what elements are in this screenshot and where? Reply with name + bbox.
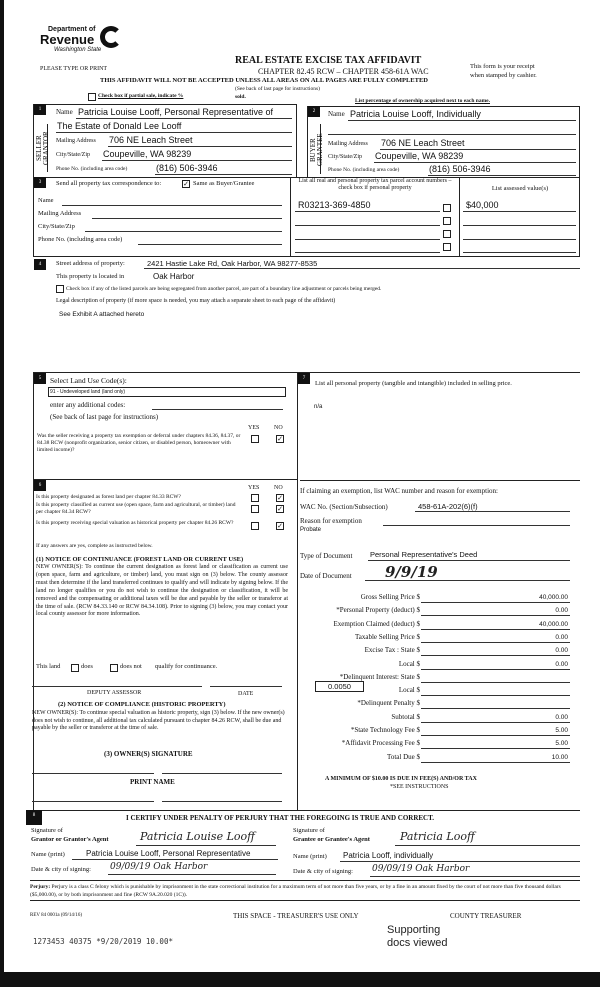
receipt-line2: when stamped by cashier. <box>470 72 537 79</box>
section-8-topline <box>33 810 580 811</box>
supporting-docs-line2: docs viewed <box>387 937 448 949</box>
yes-header: YES <box>248 425 260 431</box>
grantee-date-city[interactable]: 09/09/19 Oak Harbor <box>372 864 470 874</box>
grantor-date-label: Date & city of signing: <box>31 866 91 873</box>
parcel-header: List all real and personal property tax parcel account numbers – check box if personal property <box>298 178 452 191</box>
scan-bottom-edge <box>0 972 600 987</box>
percentage-note: List percentage of ownership acquired next to each name. <box>355 98 490 104</box>
deputy-assessor-label: DEPUTY ASSESSOR <box>87 690 142 696</box>
notice-compliance-title: (2) NOTICE OF COMPLIANCE (HISTORIC PROPERTY) <box>58 701 226 708</box>
perjury-topline <box>30 880 580 881</box>
section-2-badge: 2 <box>308 106 320 117</box>
buyer-address[interactable]: 706 NE Leach Street <box>381 138 465 148</box>
amount-label: Gross Selling Price $ <box>360 593 420 601</box>
land-use-see-back: (See back of last page for instructions) <box>50 413 159 421</box>
historic-no-checkbox[interactable]: ✓ <box>277 522 283 530</box>
located-label: This property is located in <box>56 273 125 280</box>
forest-no-checkbox[interactable]: ✓ <box>277 494 283 502</box>
amount-value[interactable]: 40,000.00 <box>539 620 568 628</box>
seller-phone[interactable]: (816) 506-3946 <box>156 163 218 173</box>
does-label: does <box>81 663 93 670</box>
grantor-sig-of: Signature of <box>31 827 63 834</box>
grantor-signature[interactable]: Patricia Louise Looff <box>140 830 255 843</box>
perjury-label: Perjury: <box>30 884 51 890</box>
amount-label: *Delinquent Interest: State $ <box>339 672 420 681</box>
seller-city-label: City/State/Zip <box>56 152 90 158</box>
amount-value[interactable]: 5.00 <box>555 740 568 748</box>
legal-description[interactable]: See Exhibit A attached hereto <box>59 311 145 318</box>
same-as-buyer-checkbox[interactable]: ✓ <box>183 180 189 188</box>
grantor-date-city[interactable]: 09/09/19 Oak Harbor <box>110 862 208 872</box>
see-back: (See back of last page for instructions) <box>235 86 320 92</box>
amount-label: *Delinquent Penalty $ <box>357 699 420 708</box>
seller-phone-label: Phone No. (including area code) <box>56 166 128 172</box>
type-or-print: PLEASE TYPE OR PRINT <box>40 66 108 72</box>
supporting-docs-line1: Supporting <box>387 924 441 936</box>
personal-property-checkbox-4[interactable] <box>443 243 451 251</box>
notice-continuance-title: (1) NOTICE OF CONTINUANCE (FOREST LAND OR CURRENT USE) <box>36 556 244 563</box>
amount-label: Subtotal $ <box>391 712 420 721</box>
left-border <box>33 372 34 810</box>
exemption-label: If claiming an exemption, list WAC number and reason for exemption: <box>300 487 498 495</box>
parcel-number-1[interactable]: R03213-369-4850 <box>298 200 371 210</box>
personal-property-checkbox-3[interactable] <box>443 230 451 238</box>
grantor-agent-label: Grantor or Grantor's Agent <box>31 836 109 843</box>
logo <box>40 26 101 54</box>
buyer-phone[interactable]: (816) 506-3946 <box>429 164 491 174</box>
if-yes-note: If any answers are yes, complete as instructed below. <box>36 543 153 549</box>
doc-type[interactable]: Personal Representative's Deed <box>370 550 478 559</box>
section-6-topline <box>33 479 297 480</box>
segregated-checkbox[interactable] <box>56 285 64 293</box>
grantee-agent-label: Grantee or Grantee's Agent <box>293 836 370 843</box>
certify-statement: I CERTIFY UNDER PENALTY OF PERJURY THAT THE FOREGOING IS TRUE AND CORRECT. <box>126 814 435 822</box>
logo-line3: Washington State <box>54 47 102 53</box>
this-land-label: This land <box>36 663 61 670</box>
corr-name-label: Name <box>38 197 54 204</box>
assessed-value-1[interactable]: $40,000 <box>466 200 499 210</box>
date-label: DATE <box>238 691 254 697</box>
grantee-signature[interactable]: Patricia Looff <box>400 830 475 843</box>
partial-sale-label: Check box if partial sale, indicate % <box>98 93 184 99</box>
historic-yes-checkbox[interactable] <box>251 522 259 530</box>
buyer-label: BUYER <box>309 138 317 162</box>
land-use-select[interactable]: 91 - Undeveloped land (land only) <box>48 387 286 397</box>
print-name-label: PRINT NAME <box>130 778 175 786</box>
section-7-badge: 7 <box>298 373 310 384</box>
section-4-badge: 4 <box>34 259 46 270</box>
partial-sale-checkbox[interactable] <box>88 93 96 101</box>
does-checkbox[interactable] <box>71 664 79 672</box>
qualify-label: qualify for continuance. <box>155 663 218 670</box>
seller-city[interactable]: Coupeville, WA 98239 <box>103 149 192 159</box>
center-divider <box>297 372 298 810</box>
seller-address-label: Mailing Address <box>56 138 96 144</box>
buyer-city[interactable]: Coupeville, WA 98239 <box>375 151 464 161</box>
amount-value[interactable]: 10.00 <box>551 753 568 761</box>
owner-signature-label: (3) OWNER(S) SIGNATURE <box>104 750 193 758</box>
see-instructions: *SEE INSTRUCTIONS <box>390 784 449 790</box>
street-label: Street address of property: <box>56 260 125 267</box>
grantor-print-name[interactable]: Patricia Louise Looff, Personal Representative <box>86 849 251 858</box>
chapter: CHAPTER 82.45 RCW – CHAPTER 458-61A WAC <box>258 67 429 76</box>
receipt-line1: This form is your receipt <box>470 63 535 70</box>
street-address[interactable]: 2421 Hastie Lake Rd, Oak Harbor, WA 98277-8535 <box>147 259 318 268</box>
form-revision: REV 84 0001a (09/14/16) <box>30 913 82 918</box>
warning: THIS AFFIDAVIT WILL NOT BE ACCEPTED UNLESS ALL AREAS ON ALL PAGES ARE FULLY COMPLETED <box>100 77 428 84</box>
amount-label: Local $ <box>398 659 420 668</box>
amount-label: Total Due $ <box>387 752 420 761</box>
buyer-name-label: Name <box>328 110 345 118</box>
personal-property-checkbox-2[interactable] <box>443 217 451 225</box>
local-rate-box[interactable]: 0.0050 <box>315 681 364 692</box>
county-treasurer-label: COUNTY TREASURER <box>450 912 522 920</box>
does-not-label: does not <box>120 663 142 670</box>
seller-name-label: Name <box>56 108 73 116</box>
amount-label: *Affidavit Processing Fee $ <box>341 739 420 748</box>
minimum-notice: A MINIMUM OF $10.00 IS DUE IN FEE(S) AND/OR TAX <box>325 776 477 782</box>
grantor-label: GRANTOR <box>42 131 50 165</box>
wac-number[interactable]: 458-61A-202(6)(f) <box>418 502 478 511</box>
section-8-badge: 8 <box>26 810 42 825</box>
historic-question: Is this property receiving special valuation as historical property per chapter 84.26 RCW? <box>36 520 234 526</box>
exemption-yes-checkbox[interactable] <box>251 435 259 443</box>
amount-value[interactable]: 0.00 <box>555 713 568 721</box>
grantee-name-label: Name (print) <box>293 853 327 860</box>
legal-label: Legal description of property (if more space is needed, you may attach a separate sheet to each page of the affidavit) <box>56 298 336 304</box>
does-not-checkbox[interactable] <box>110 664 118 672</box>
located-city[interactable]: Oak Harbor <box>153 272 195 281</box>
grantor-name-label: Name (print) <box>31 851 65 858</box>
divider <box>290 177 291 257</box>
current-use-no-checkbox[interactable]: ✓ <box>277 505 283 513</box>
forest-yes-checkbox[interactable] <box>251 494 259 502</box>
current-use-yes-checkbox[interactable] <box>251 505 259 513</box>
logo-swirl-icon <box>100 26 122 48</box>
exemption-topline <box>300 480 580 481</box>
amount-value[interactable]: 0.00 <box>555 607 568 615</box>
doc-type-label: Type of Document <box>300 552 353 560</box>
grantee-label: GRANTEE <box>316 133 324 167</box>
buyer-phone-label: Phone No. (including area code) <box>328 167 400 173</box>
doc-date[interactable]: 9/9/19 <box>385 563 438 581</box>
section-6-badge: 6 <box>34 480 46 491</box>
amount-label: Exemption Claimed (deduct) $ <box>333 619 420 628</box>
wac-label: WAC No. (Section/Subsection) <box>300 503 388 511</box>
form-title: REAL ESTATE EXCISE TAX AFFIDAVIT <box>235 55 422 66</box>
forest-question: Is this property designated as forest land per chapter 84.33 RCW? <box>36 494 181 500</box>
personal-property-label: List all personal property (tangible and intangible) included in selling price. <box>315 380 512 387</box>
cashier-stamp: 1273453 40375 *9/20/2019 10.00* <box>33 937 173 946</box>
section-3-badge: 3 <box>34 177 46 188</box>
section-1-badge: 1 <box>34 104 46 115</box>
amount-label: *Personal Property (deduct) $ <box>336 606 420 615</box>
divider <box>459 177 460 257</box>
seller-name-2[interactable]: The Estate of Donald Lee Looff <box>57 121 182 131</box>
amount-value[interactable]: 0.00 <box>555 633 568 641</box>
perjury-notice <box>30 883 580 901</box>
reason-label: Reason for exemption <box>300 517 362 525</box>
personal-property-value[interactable]: n/a <box>314 404 323 410</box>
notice-continuance-text: NEW OWNER(S): To continue the current designation as forest land or classification as current use (open space, farm and agriculture, or timber) land, you must sign on (3) below. The county assessor must then determine if the land transferred continues to qualify and will indicate by signing below. If the land no longer qualifies or you do not wish to continue the designation or classification, it will be removed and the compensating or additional taxes will be due and payable by the seller or transferor at the time of sale. (RCW 84.33.140 or RCW 84.34.108). Prior to signing (3) below, you may contact your local county assessor for more information. <box>36 564 288 618</box>
grantee-date-label: Date & city of signing: <box>293 868 353 875</box>
no-header: NO <box>274 425 283 431</box>
exemption-no-checkbox[interactable]: ✓ <box>277 435 283 443</box>
logo-line1: Department of <box>48 26 96 33</box>
no-header-6: NO <box>274 485 283 491</box>
assessed-header: List assessed value(s) <box>491 185 549 192</box>
seller-name-1[interactable]: Patricia Louise Looff, Personal Representative of <box>78 107 273 117</box>
corr-phone-label: Phone No. (including area code) <box>38 236 123 243</box>
seller-side-text <box>36 126 50 170</box>
personal-property-checkbox-1[interactable] <box>443 204 451 212</box>
treasurer-use-label: THIS SPACE - TREASURER'S USE ONLY <box>233 912 359 920</box>
buyer-side-text <box>310 128 324 172</box>
sold-label: sold. <box>235 94 246 100</box>
amount-label: *State Technology Fee $ <box>350 726 420 734</box>
same-as-buyer-label: Same as Buyer/Grantee <box>193 180 255 187</box>
land-use-label: Select Land Use Code(s): <box>50 376 127 385</box>
amount-label: Taxable Selling Price $ <box>354 632 420 641</box>
amount-value[interactable]: 5.00 <box>555 727 568 734</box>
send-to-label: Send all property tax correspondence to: <box>56 180 162 187</box>
logo-line2: Revenue <box>40 32 95 47</box>
grantee-sig-of: Signature of <box>293 827 325 834</box>
corr-city-label: City/State/Zip <box>38 223 75 230</box>
notice-compliance-text: NEW OWNER(S): To continue special valuation as historic property, sign (3) below. If the new owner(s) does not wish to continue, all additional tax calculated pursuant to chapter 84.26 RCW, shall be due and payable by the seller or transferor at the time of sale. <box>32 710 285 731</box>
segregated-label: Check box if any of the listed parcels are being segregated from another parcel, are part of a boundary line adjustment or parcels being merged. <box>66 286 382 292</box>
grantee-print-name[interactable]: Patricia Looff, individually <box>343 851 434 860</box>
amount-value[interactable]: 0.00 <box>555 647 568 655</box>
corr-address-label: Mailing Address <box>38 210 82 217</box>
exemption-reason[interactable]: Probate <box>300 527 322 533</box>
current-use-question: Is this property classified as current use (open space, farm and agricultural, or timber) land per chapter 84.34 RCW? <box>36 502 236 515</box>
additional-codes-label: enter any additional codes: <box>50 401 126 409</box>
exemption-question: Was the seller receiving a property tax exemption or deferral under chapters 84.36, 84.37, or 84.38 RCW (nonprofit organization, senior citizen, or disabled person, homeowner with limited income)? <box>37 433 241 453</box>
amount-value[interactable]: 0.00 <box>555 660 568 668</box>
seller-label: SELLER <box>35 135 43 161</box>
buyer-city-label: City/State/Zip <box>328 154 362 160</box>
buyer-address-label: Mailing Address <box>328 141 368 147</box>
perjury-text: Perjury is a class C felony which is punishable by imprisonment in the state correctional institution for a maximum term of not more than five years, or by a fine in an amount fixed by the court of not more than five thousand dollars ($5,000.00), or by both imprisonment and fine (RCW 9A.20.020 (1C)). <box>30 884 561 898</box>
buyer-name[interactable]: Patricia Louise Looff, Individually <box>350 109 481 119</box>
doc-date-label: Date of Document <box>300 572 352 580</box>
scan-left-edge <box>0 0 4 987</box>
amount-value[interactable]: 40,000.00 <box>539 594 568 601</box>
amount-label: Local $ <box>398 686 420 695</box>
yes-header-6: YES <box>248 485 260 491</box>
seller-address[interactable]: 706 NE Leach Street <box>109 135 193 145</box>
amount-label: Excise Tax : State $ <box>364 646 420 655</box>
section-5-badge: 5 <box>34 373 46 384</box>
